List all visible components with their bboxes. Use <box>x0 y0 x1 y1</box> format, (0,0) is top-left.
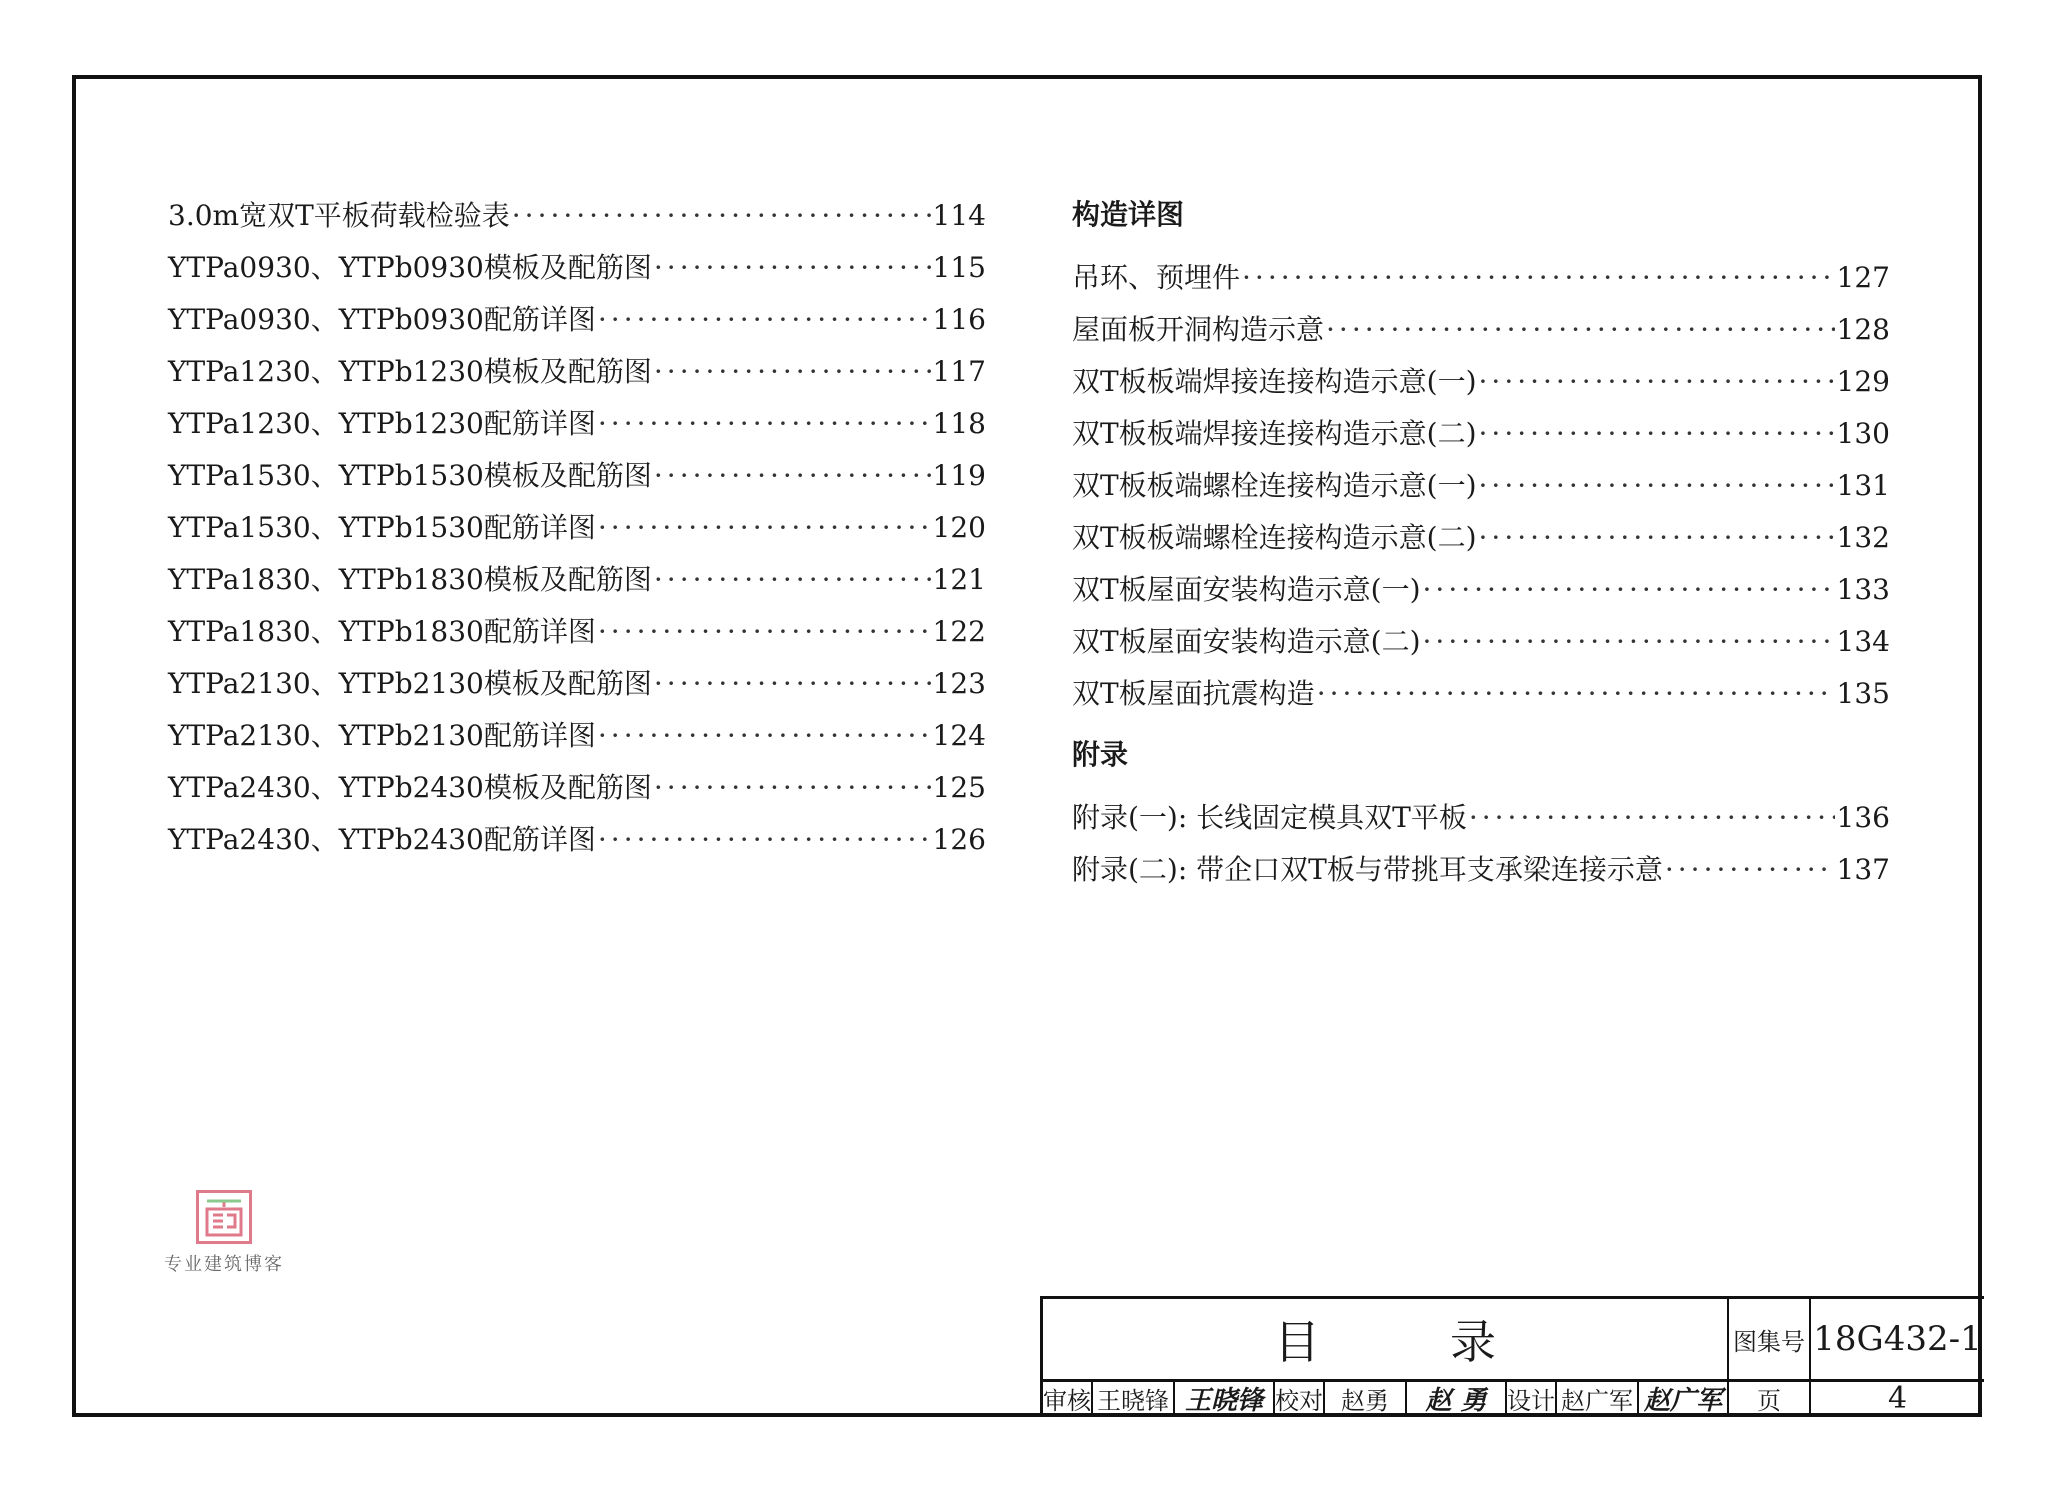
reviewer-name: 王晓锋 <box>1093 1379 1175 1417</box>
toc-entry[interactable] <box>168 294 986 346</box>
dot-leader <box>598 814 931 866</box>
toc-entry-title: 双T板板端焊接连接构造示意(二) <box>1072 417 1477 450</box>
toc-entry-title: YTPa1830、YTPb1830模板及配筋图 <box>168 563 652 596</box>
toc-entry[interactable] <box>1072 668 1890 720</box>
dot-leader <box>654 450 931 502</box>
dot-leader <box>654 658 931 710</box>
toc-entry[interactable] <box>1072 844 1890 896</box>
design-label: 设计 <box>1507 1379 1557 1417</box>
title-block <box>1040 1296 1984 1417</box>
dot-leader <box>1479 356 1835 408</box>
toc-entry-title: 吊环、预埋件 <box>1072 261 1241 294</box>
toc-entry-title: 附录(二): 带企口双T板与带挑耳支承梁连接示意 <box>1072 853 1663 886</box>
toc-entry-page: 114 <box>932 199 986 232</box>
toc-entry-title: YTPa1830、YTPb1830配筋详图 <box>168 615 596 648</box>
toc-entry-page: 132 <box>1836 521 1890 554</box>
toc-entry-page: 116 <box>932 303 986 336</box>
toc-entry-page: 127 <box>1836 261 1890 294</box>
toc-entry-title: YTPa0930、YTPb0930模板及配筋图 <box>168 251 652 284</box>
toc-entry-page: 137 <box>1836 853 1890 886</box>
dot-leader <box>1479 512 1835 564</box>
dot-leader <box>1469 792 1835 844</box>
dot-leader <box>1479 408 1835 460</box>
toc-entry[interactable] <box>168 554 986 606</box>
toc-entry[interactable] <box>1072 408 1890 460</box>
section-heading-details: 构造详图 <box>1072 198 1185 231</box>
toc-entry-page: 119 <box>932 459 986 492</box>
designer-signature: 赵广军 <box>1639 1379 1729 1417</box>
dot-leader <box>1326 304 1835 356</box>
toc-entry-title: 双T板屋面抗震构造 <box>1072 677 1315 710</box>
toc-entry-title: YTPa1530、YTPb1530配筋详图 <box>168 511 596 544</box>
toc-entry-page: 130 <box>1836 417 1890 450</box>
atlas-number: 18G432-1 <box>1813 1319 1982 1359</box>
toc-entry-page: 123 <box>932 667 986 700</box>
toc-entry[interactable] <box>1072 564 1890 616</box>
reviewer-signature: 王晓锋 <box>1175 1379 1275 1417</box>
watermark-text: 专业建筑博客 <box>164 1254 284 1275</box>
check-label: 校对 <box>1275 1379 1325 1417</box>
toc-entry[interactable] <box>168 346 986 398</box>
toc-entry[interactable] <box>1072 304 1890 356</box>
dot-leader <box>598 710 931 762</box>
dot-leader <box>1479 460 1835 512</box>
toc-entry[interactable] <box>1072 512 1890 564</box>
toc-entry-page: 134 <box>1836 625 1890 658</box>
toc-entry[interactable] <box>168 606 986 658</box>
toc-entry-title: 附录(一): 长线固定模具双T平板 <box>1072 801 1467 834</box>
review-label: 审核 <box>1043 1379 1093 1417</box>
dot-leader <box>598 606 931 658</box>
dot-leader <box>654 554 931 606</box>
dot-leader <box>1242 252 1835 304</box>
drawing-title: 目录 <box>1043 1299 1729 1379</box>
toc-entry-page: 133 <box>1836 573 1890 606</box>
dot-leader <box>1317 668 1835 720</box>
toc-entry[interactable] <box>1072 792 1890 844</box>
toc-entry-page: 128 <box>1836 313 1890 346</box>
toc-left-column <box>168 190 986 866</box>
toc-entry-title: YTPa2430、YTPb2430配筋详图 <box>168 823 596 856</box>
dot-leader <box>512 190 931 242</box>
dot-leader <box>1423 564 1835 616</box>
toc-entry-page: 117 <box>932 355 986 388</box>
toc-entry-title: YTPa1530、YTPb1530模板及配筋图 <box>168 459 652 492</box>
toc-entry[interactable] <box>1072 460 1890 512</box>
toc-entry-page: 122 <box>932 615 986 648</box>
atlas-label: 图集号 <box>1729 1299 1811 1379</box>
toc-entry-title: YTPa1230、YTPb1230模板及配筋图 <box>168 355 652 388</box>
watermark-logo <box>196 1190 252 1244</box>
toc-entry[interactable] <box>168 190 986 242</box>
toc-entry-title: YTPa1230、YTPb1230配筋详图 <box>168 407 596 440</box>
toc-entry-title: 双T板板端焊接连接构造示意(一) <box>1072 365 1477 398</box>
toc-entry-title: 屋面板开洞构造示意 <box>1072 313 1325 346</box>
toc-entry-title: 双T板屋面安装构造示意(二) <box>1072 625 1421 658</box>
dot-leader <box>654 242 931 294</box>
dot-leader <box>1423 616 1835 668</box>
toc-entry[interactable] <box>168 450 986 502</box>
toc-entry-page: 135 <box>1836 677 1890 710</box>
toc-entry-title: 双T板板端螺栓连接构造示意(二) <box>1072 521 1477 554</box>
toc-entry[interactable] <box>1072 616 1890 668</box>
toc-right-column <box>1072 190 1890 896</box>
toc-entry[interactable] <box>168 762 986 814</box>
toc-entry-page: 115 <box>932 251 986 284</box>
dot-leader <box>598 502 931 554</box>
toc-entry-title: YTPa2430、YTPb2430模板及配筋图 <box>168 771 652 804</box>
dot-leader <box>598 398 931 450</box>
toc-entry-page: 129 <box>1836 365 1890 398</box>
toc-entry-title: YTPa0930、YTPb0930配筋详图 <box>168 303 596 336</box>
toc-entry-page: 131 <box>1836 469 1890 502</box>
toc-entry-title: YTPa2130、YTPb2130模板及配筋图 <box>168 667 652 700</box>
dot-leader <box>598 294 931 346</box>
toc-entry-title: 3.0m宽双T平板荷载检验表 <box>168 199 510 232</box>
toc-entry[interactable] <box>168 658 986 710</box>
dot-leader <box>654 346 931 398</box>
toc-entry[interactable] <box>168 814 986 866</box>
toc-entry-page: 118 <box>932 407 986 440</box>
section-heading-appendix: 附录 <box>1072 738 1129 771</box>
toc-entry-page: 120 <box>932 511 986 544</box>
toc-entry[interactable] <box>1072 252 1890 304</box>
dot-leader <box>1665 844 1835 896</box>
page-number: 4 <box>1887 1380 1908 1416</box>
toc-entry-title: 双T板屋面安装构造示意(一) <box>1072 573 1421 606</box>
dot-leader <box>654 762 931 814</box>
toc-entry-page: 126 <box>932 823 986 856</box>
checker-name: 赵勇 <box>1325 1379 1407 1417</box>
toc-entry[interactable] <box>168 710 986 762</box>
toc-entry[interactable] <box>168 502 986 554</box>
toc-entry[interactable] <box>168 398 986 450</box>
toc-entry-page: 121 <box>932 563 986 596</box>
toc-entry-title: 双T板板端螺栓连接构造示意(一) <box>1072 469 1477 502</box>
designer-name: 赵广军 <box>1557 1379 1639 1417</box>
toc-entry-title: YTPa2130、YTPb2130配筋详图 <box>168 719 596 752</box>
toc-entry-page: 124 <box>932 719 986 752</box>
toc-entry[interactable] <box>1072 356 1890 408</box>
checker-signature: 赵 勇 <box>1407 1379 1507 1417</box>
toc-entry[interactable] <box>168 242 986 294</box>
toc-entry-page: 125 <box>932 771 986 804</box>
page-label: 页 <box>1729 1379 1811 1417</box>
toc-entry-page: 136 <box>1836 801 1890 834</box>
